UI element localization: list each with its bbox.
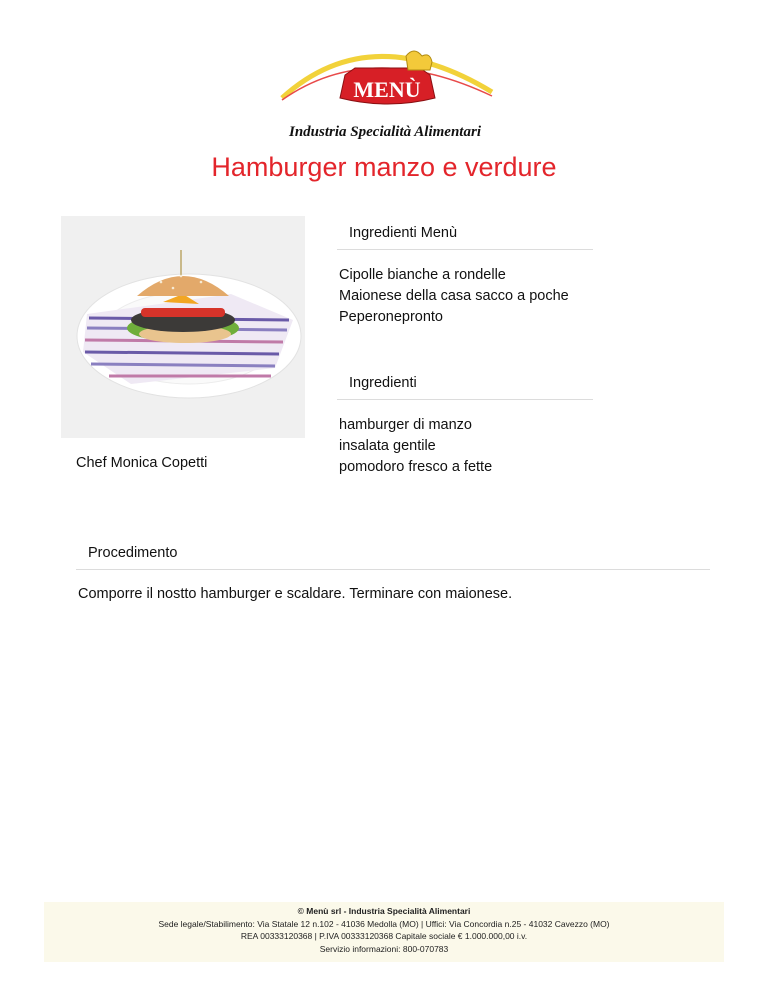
ingredienti-menu-heading: Ingredienti Menù — [337, 216, 593, 250]
list-item: pomodoro fresco a fette — [339, 459, 493, 475]
recipe-photo — [61, 216, 305, 438]
ingredienti-heading: Ingredienti — [337, 366, 593, 400]
footer-company: © Menù srl - Industria Specialità Alimentari — [297, 906, 471, 916]
procedimento-heading: Procedimento — [76, 536, 710, 570]
ingredienti-menu-list — [339, 265, 569, 328]
procedimento-text: Comporre il nostto hamburger e scaldare. Terminare con maionese. — [78, 586, 513, 602]
list-item: Peperonepronto — [339, 309, 443, 325]
page-title: Hamburger manzo e verdure — [211, 152, 557, 182]
footer-address: Sede legale/Stabilimento: Via Statale 12 n.102 - 41036 Medolla (MO) | Uffici: Via Concordia n.25 - 41032 Cavezzo (MO) — [158, 918, 610, 929]
logo-subtitle: Industria Specialità Alimentari — [289, 124, 481, 140]
logo-brand-text: MENÙ — [353, 77, 421, 102]
list-item: Maionese della casa sacco a poche — [339, 288, 569, 304]
list-item: Cipolle bianche a rondelle — [339, 267, 506, 283]
ingredienti-list — [339, 415, 492, 478]
footer — [44, 902, 724, 962]
brand-logo — [270, 40, 500, 148]
footer-registration: REA 00333120368 | P.IVA 00333120368 Capitale sociale € 1.000.000,00 i.v. — [240, 931, 528, 941]
logo-arcs — [270, 40, 500, 124]
chef-name: Chef Monica Copetti — [76, 455, 208, 471]
list-item: hamburger di manzo — [339, 417, 472, 433]
footer-contact: Servizio informazioni: 800-070783 — [319, 943, 449, 954]
list-item: insalata gentile — [339, 438, 436, 454]
